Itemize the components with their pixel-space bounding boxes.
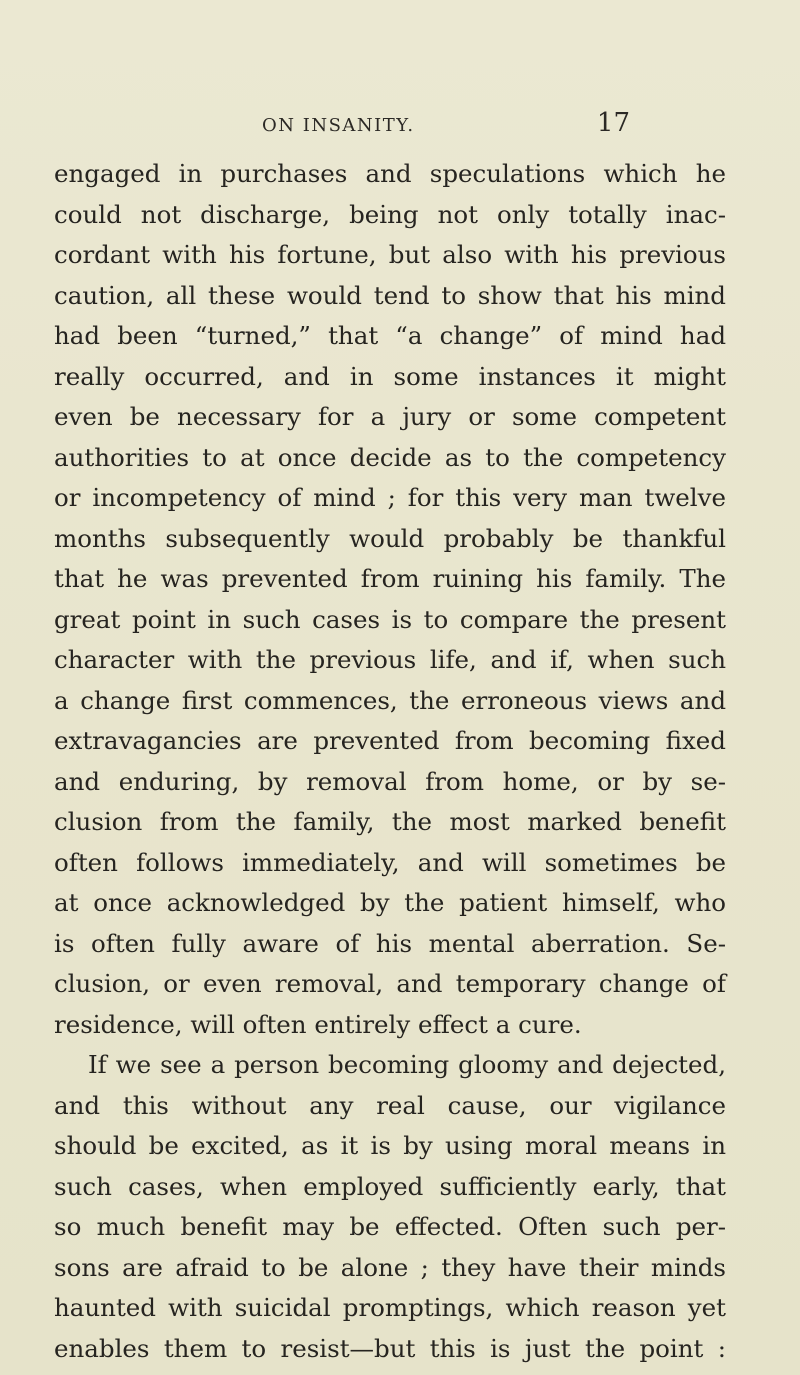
text-line: sons are afraid to be alone ; they have their minds	[54, 1252, 726, 1282]
text-line: at once acknowledged by the patient himself, who	[54, 888, 726, 917]
text-line: enables them to resist—but this is just the point :	[54, 1333, 726, 1363]
text-line: great point in such cases is to compare the present	[54, 604, 726, 634]
text-line: extravagancies are prevented from becoming fixed	[54, 726, 726, 755]
text-line: could not discharge, being not only totally inac-	[54, 199, 726, 229]
text-line: or incompetency of mind ; for this very man twelve	[54, 483, 726, 512]
text-line: and enduring, by removal from home, or by se-	[54, 766, 726, 796]
body-text	[54, 154, 726, 1369]
text-line: caution, all these would tend to show that his mind	[54, 280, 726, 310]
text-line: haunted with suicidal promptings, which reason yet	[54, 1293, 726, 1322]
text-line: such cases, when employed sufficiently early, that	[54, 1171, 726, 1201]
text-line: character with the previous life, and if, when such	[54, 645, 726, 674]
text-line: often follows immediately, and will sometimes be	[54, 847, 726, 877]
running-head: ON INSANITY.	[262, 115, 415, 136]
paragraph-end-line: residence, will often entirely effect a cure.	[54, 1009, 582, 1039]
text-line: clusion, or even removal, and temporary change of	[54, 969, 726, 998]
text-line: months subsequently would probably be thankful	[54, 523, 726, 553]
text-line: even be necessary for a jury or some competent	[54, 402, 726, 431]
text-line: had been “turned,” that “a change” of mind had	[54, 321, 726, 350]
text-line: and this without any real cause, our vigilance	[54, 1090, 726, 1120]
text-line: that he was prevented from ruining his family. The	[54, 564, 726, 593]
text-line: engaged in purchases and speculations which he	[54, 159, 726, 188]
text-line: really occurred, and in some instances it might	[54, 361, 726, 391]
text-line: should be excited, as it is by using moral means in	[54, 1131, 726, 1160]
page-header	[262, 108, 630, 138]
text-line: cordant with his fortune, but also with his previous	[54, 240, 726, 269]
text-line: is often fully aware of his mental aberration. Se-	[54, 928, 726, 958]
text-line: a change first commences, the erroneous views and	[54, 685, 726, 715]
text-line: authorities to at once decide as to the competency	[54, 442, 726, 472]
text-line: clusion from the family, the most marked benefit	[54, 807, 726, 836]
paragraph-start-line: If we see a person becoming gloomy and dejected,	[88, 1050, 726, 1079]
page-number: 17	[596, 108, 630, 138]
text-line: so much benefit may be effected. Often such per-	[54, 1212, 726, 1241]
